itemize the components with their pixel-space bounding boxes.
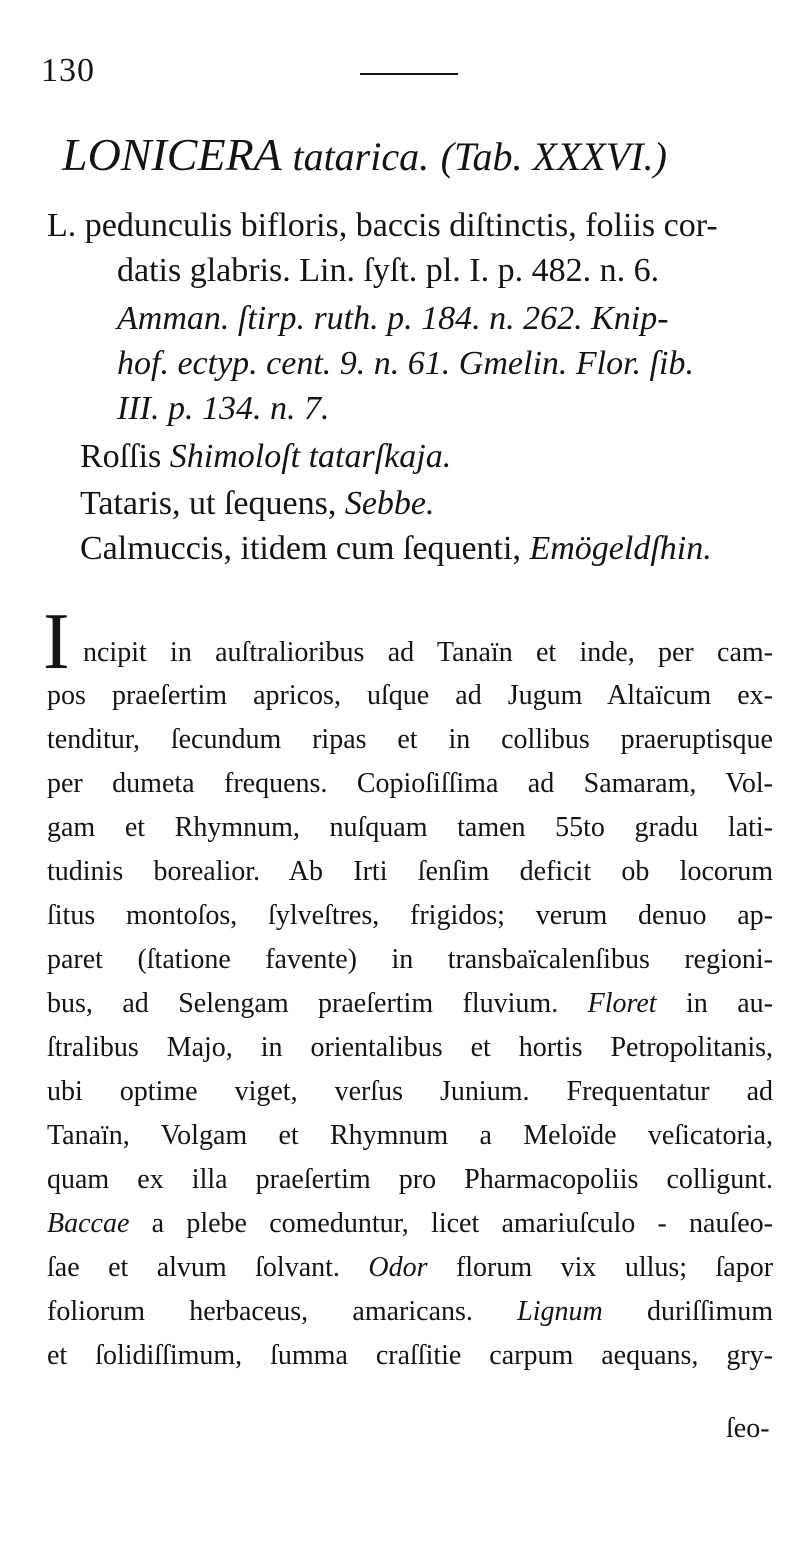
body-line: per dumeta frequens. Copioſiſſima ad Samaram, Vol- bbox=[47, 768, 773, 799]
vernacular-calmuccis bbox=[80, 530, 712, 568]
term-floret: Floret bbox=[587, 988, 657, 1019]
synonymy-line: datis glabris. Lin. ſyſt. pl. I. p. 482. n. 6. bbox=[117, 252, 660, 289]
vernacular-name: Shimoloſt tatarſkaja. bbox=[169, 438, 452, 475]
body-line bbox=[47, 1252, 773, 1284]
vernacular-label: Tataris, ut ſequens, bbox=[80, 485, 337, 522]
body-line bbox=[47, 1208, 773, 1240]
body-text: bus, ad Selengam praeſertim fluvium. bbox=[47, 988, 559, 1019]
body-line: tudinis borealior. Ab Irti ſenſim deficit ob locorum bbox=[47, 856, 773, 887]
body-text: ſae et alvum ſolvant. bbox=[47, 1252, 340, 1283]
vernacular-tataris bbox=[80, 485, 435, 523]
entry-title bbox=[62, 128, 667, 181]
catchword: ſeo- bbox=[726, 1413, 770, 1444]
synonymy-line: L. pedunculis bifloris, baccis diſtinctis, foliis cor- bbox=[47, 207, 718, 244]
synonymy-line: III. p. 134. n. 7. bbox=[117, 390, 330, 427]
body-line: gam et Rhymnum, nuſquam tamen 55to gradu lati- bbox=[47, 812, 773, 843]
synonymy-line: hof. ectyp. cent. 9. n. 61. Gmelin. Flor. ſib. bbox=[117, 345, 694, 382]
body-line: quam ex illa praeſertim pro Pharmacopoliis colligunt. bbox=[47, 1164, 773, 1195]
body-text: foliorum herbaceus, amaricans. bbox=[47, 1296, 473, 1327]
body-text: florum vix ullus; ſapor bbox=[455, 1252, 774, 1283]
species-name: tatarica. bbox=[292, 134, 430, 179]
term-lignum: Lignum bbox=[517, 1296, 603, 1327]
body-line bbox=[47, 1296, 773, 1328]
body-line: paret (ſtatione favente) in transbaïcalenſibus regioni- bbox=[47, 944, 773, 975]
vernacular-name: Emögeldſhin. bbox=[529, 530, 712, 567]
body-line: ſitus montoſos, ſylveſtres, frigidos; verum denuo ap- bbox=[47, 900, 773, 931]
body-line: ſtralibus Majo, in orientalibus et hortis Petropolitanis, bbox=[47, 1032, 773, 1063]
body-line: pos praeſertim apricos, uſque ad Jugum Altaïcum ex- bbox=[47, 680, 773, 711]
header-rule bbox=[360, 73, 458, 75]
plate-reference: (Tab. XXXVI.) bbox=[440, 134, 667, 179]
vernacular-rossis bbox=[80, 438, 451, 476]
genus-name: LONICERA bbox=[62, 129, 281, 180]
body-line: et ſolidiſſimum, ſumma craſſitie carpum aequans, gry- bbox=[47, 1340, 773, 1371]
vernacular-label: Roſſis bbox=[80, 438, 162, 475]
term-odor: Odor bbox=[368, 1252, 428, 1283]
term-baccae: Baccae bbox=[47, 1208, 130, 1239]
body-line: Tanaïn, Volgam et Rhymnum a Meloïde veſicatoria, bbox=[47, 1120, 773, 1151]
body-line: ncipit in auſtralioribus ad Tanaïn et inde, per cam- bbox=[83, 637, 773, 668]
body-text: in au- bbox=[686, 988, 773, 1019]
vernacular-label: Calmuccis, itidem cum ſequenti, bbox=[80, 530, 521, 567]
vernacular-name: Sebbe. bbox=[344, 485, 435, 522]
body-text: duriſſimum bbox=[647, 1296, 773, 1327]
synonymy-line: Amman. ſtirp. ruth. p. 184. n. 262. Knip- bbox=[117, 300, 669, 337]
drop-cap: I bbox=[43, 598, 70, 686]
body-line: ubi optime viget, verſus Junium. Frequentatur ad bbox=[47, 1076, 773, 1107]
body-line: tenditur, ſecundum ripas et in collibus praeruptisque bbox=[47, 724, 773, 755]
body-text: a plebe comeduntur, licet amariuſculo - nauſeo- bbox=[151, 1208, 773, 1239]
page-number: 130 bbox=[41, 52, 95, 89]
body-line bbox=[47, 988, 773, 1020]
